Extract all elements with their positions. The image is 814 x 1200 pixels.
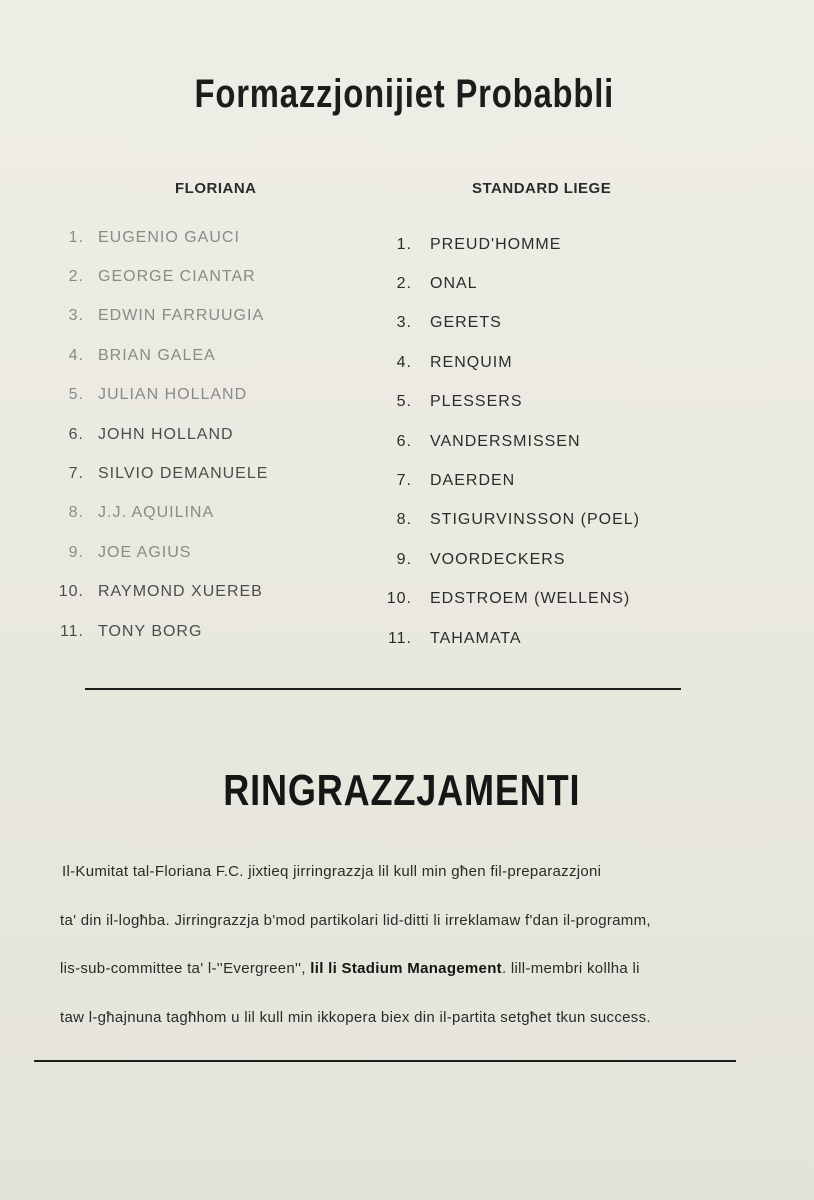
player-name: JULIAN HOLLAND <box>98 386 248 404</box>
player-number: 11. <box>387 629 412 647</box>
team-header-floriana: FLORIANA <box>175 180 257 197</box>
player-name: EDWIN FARRUUGIA <box>98 307 265 325</box>
divider-top <box>85 688 681 690</box>
player-row <box>48 336 268 375</box>
player-name: VOORDECKERS <box>430 550 566 568</box>
player-name: J.J. AQUILINA <box>98 504 215 522</box>
player-name: ONAL <box>430 275 478 293</box>
player-number: 10. <box>386 590 412 608</box>
player-row <box>48 218 268 257</box>
player-row <box>48 415 268 454</box>
player-name: TAHAMATA <box>430 629 522 647</box>
player-name: TONY BORG <box>98 622 203 640</box>
player-name: JOE AGIUS <box>98 543 192 561</box>
player-name: SILVIO DEMANUELE <box>98 465 269 483</box>
thanks-paragraph <box>62 848 742 1042</box>
player-row <box>382 461 640 500</box>
player-row <box>382 343 640 382</box>
player-name: EUGENIO GAUCI <box>98 228 240 246</box>
player-number: 2. <box>68 268 84 286</box>
team-header-standard-liege: STANDARD LIEGE <box>472 180 612 197</box>
player-name: BRIAN GALEA <box>98 346 216 364</box>
player-row <box>48 494 268 533</box>
player-name: EDSTROEM (WELLENS) <box>430 590 631 608</box>
thanks-line: Il-Kumitat tal-Floriana F.C. jixtieq jirringrazzja lil kull min għen fil-preparazzjoni <box>62 863 602 880</box>
player-name: GEORGE CIANTAR <box>98 268 256 286</box>
player-row <box>382 540 640 579</box>
player-number: 1. <box>396 235 412 253</box>
player-name: JOHN HOLLAND <box>98 425 234 443</box>
player-row <box>382 501 640 540</box>
player-row <box>48 454 268 493</box>
lineup-floriana <box>48 218 268 651</box>
player-row <box>48 257 268 296</box>
player-row <box>382 383 640 422</box>
player-number: 3. <box>396 314 412 332</box>
player-name: DAERDEN <box>430 472 516 490</box>
player-row <box>382 422 640 461</box>
player-number: 7. <box>396 472 412 490</box>
page-title: Formazzjonijiet Probabbli <box>194 72 615 116</box>
player-number: 6. <box>68 425 84 443</box>
player-number: 8. <box>68 504 84 522</box>
player-name: RAYMOND XUEREB <box>98 583 263 601</box>
player-number: 4. <box>396 353 412 371</box>
player-number: 6. <box>396 432 412 450</box>
thanks-line <box>60 945 742 994</box>
thanks-bold-text: lil li Stadium Management <box>310 960 502 977</box>
thanks-line: ta' din il-logħba. Jirringrazzja b'mod partikolari lid-ditti li irreklamaw f'dan il-programm, <box>60 911 651 929</box>
player-row <box>48 612 268 651</box>
player-name: RENQUIM <box>430 353 513 371</box>
player-number: 4. <box>68 346 84 364</box>
player-number: 5. <box>68 386 84 404</box>
lineup-standard-liege <box>382 225 640 658</box>
divider-bottom <box>34 1060 736 1062</box>
player-number: 2. <box>396 275 412 293</box>
player-number: 9. <box>396 550 412 568</box>
player-name: PREUD'HOMME <box>430 235 562 253</box>
player-row <box>382 264 640 303</box>
player-name: GERETS <box>430 314 502 332</box>
player-number: 7. <box>68 465 84 483</box>
player-number: 10. <box>58 583 84 601</box>
player-name: VANDERSMISSEN <box>430 432 581 450</box>
player-row <box>48 533 268 572</box>
thanks-text: . lill-membri kollha li <box>501 960 640 977</box>
player-number: 8. <box>396 511 412 529</box>
thanks-text: lis-sub-committee ta' l-''Evergreen'', <box>60 960 311 977</box>
player-row <box>48 376 268 415</box>
thanks-heading: RINGRAZZJAMENTI <box>223 766 581 815</box>
player-number: 5. <box>396 393 412 411</box>
player-row <box>382 580 640 619</box>
player-row <box>48 297 268 336</box>
player-number: 11. <box>59 622 84 640</box>
player-number: 3. <box>68 307 84 325</box>
player-name: STIGURVINSSON (POEL) <box>430 511 640 529</box>
player-row <box>382 304 640 343</box>
player-row <box>382 225 640 264</box>
thanks-line: taw l-għajnuna tagħhom u lil kull min ikkopera biex din il-partita setgħet tkun success. <box>60 1008 651 1026</box>
player-number: 1. <box>68 228 84 246</box>
player-row <box>382 619 640 658</box>
player-number: 9. <box>68 543 84 561</box>
player-row <box>48 573 268 612</box>
player-name: PLESSERS <box>430 393 523 411</box>
